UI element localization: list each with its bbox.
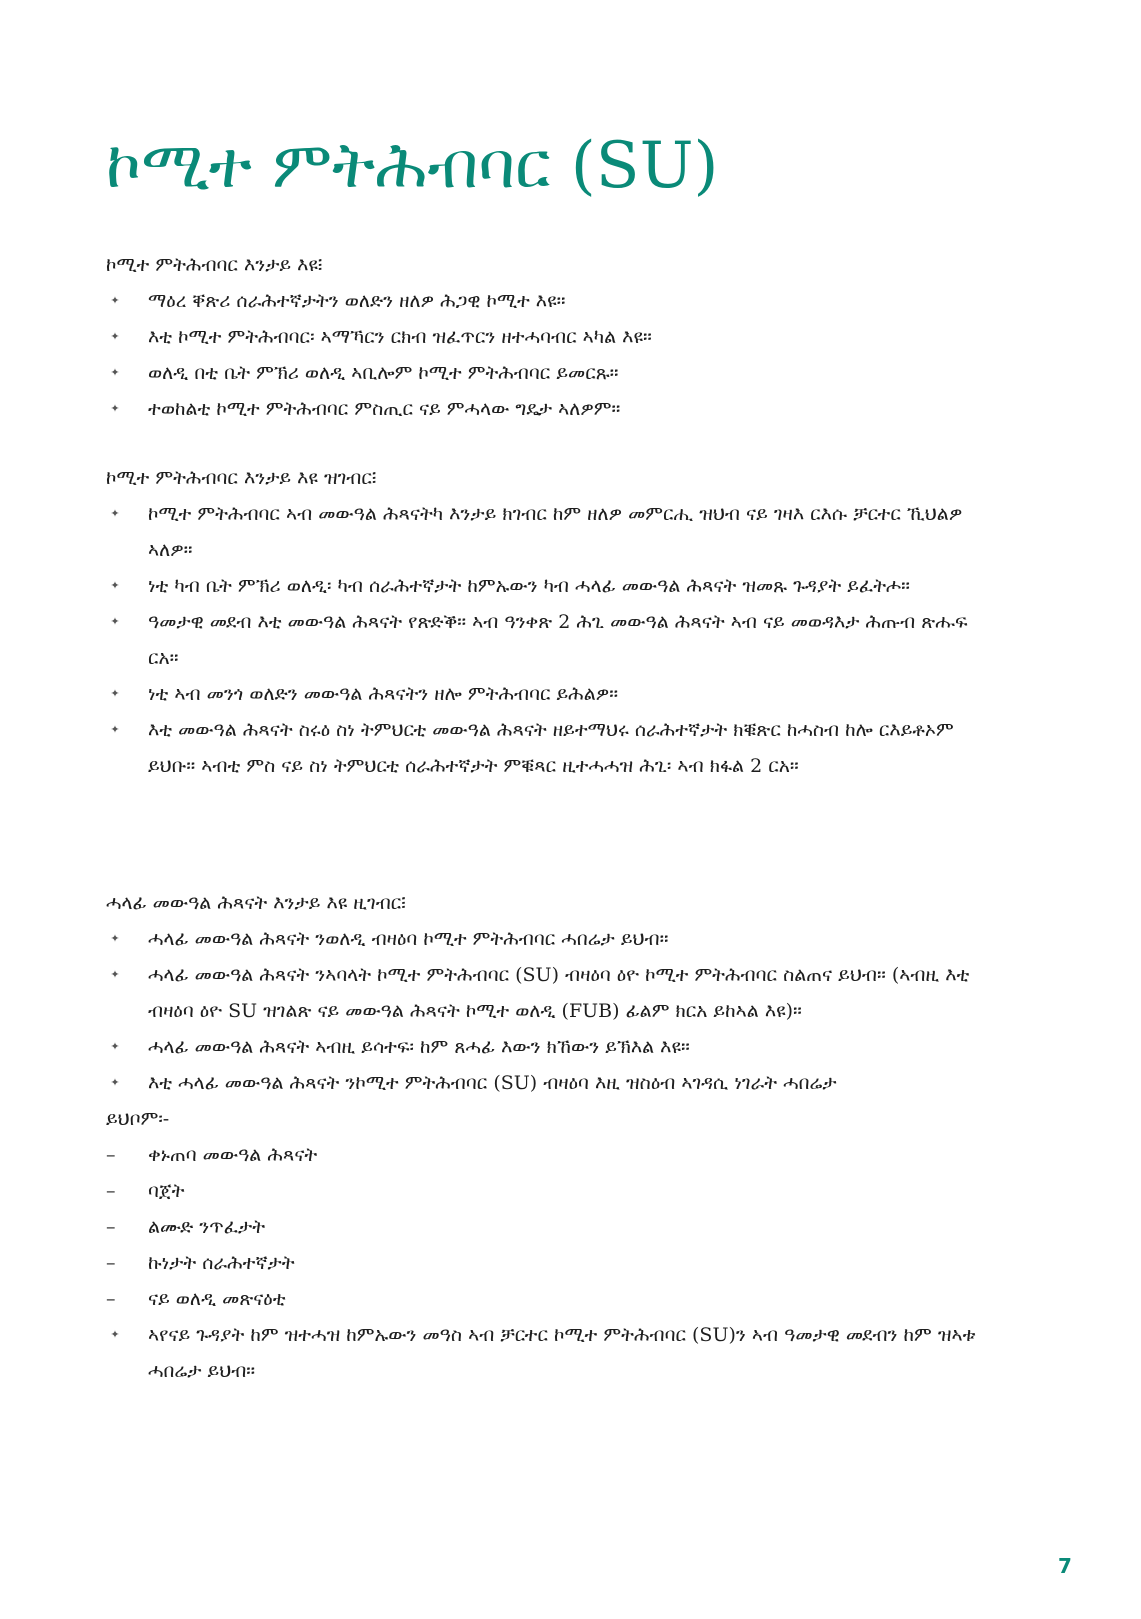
bullet-icon: ✦ [110, 402, 120, 415]
bullet-list [106, 283, 986, 427]
dash-list [106, 1137, 986, 1317]
list-item: ✦ ሓላፊ መውዓል ሕጻናት ኣብዚ ይሳተፍ፡ ከም ጸሓፊ እውን ክኸውን ይኽእል እዩ። [106, 1029, 986, 1065]
bullet-list [106, 921, 986, 1101]
section-what-does [106, 460, 986, 784]
dash-icon: – [106, 1180, 116, 1202]
bullet-icon: ✦ [110, 579, 120, 592]
list-item: ✦ ኮሚተ ምትሕብባር ኣብ መውዓል ሕጻናትካ እንታይ ክገብር ከም ዘለዎ መምርሒ ዝህብ ናይ ገዛእ ርእሱ ቻርተር ኺህልዎ ኣለዎ። [106, 496, 986, 568]
dash-item: – ቀኑጠባ መውዓል ሕጻናት [106, 1137, 986, 1173]
page-title: ኮሚተ ምትሕብባር (SU) [106, 129, 719, 203]
bullet-icon: ✦ [110, 687, 120, 700]
dash-icon: – [106, 1288, 116, 1310]
section-intro: ኮሚተ ምትሕብባር እንታይ እዩ፧ [106, 254, 323, 276]
list-item: ✦ ማዕረ ቐጽሪ ሰራሕተኛታትን ወለድን ዘለዎ ሕጋዊ ኮሚተ እዩ። [106, 283, 986, 319]
list-continuation: ይህቦም፡- [106, 1108, 170, 1130]
bullet-icon: ✦ [110, 366, 120, 379]
list-item: ✦ ነቲ ኣብ መንጎ ወለድን መውዓል ሕጻናትን ዘሎ ምትሕብባር ይሕልዎ። [106, 676, 986, 712]
dash-item: – ናይ ወለዲ መጽናዕቲ [106, 1281, 986, 1317]
list-item: ✦ እቲ ኮሚተ ምትሕብባር፡ ኣማኻርን ርክብ ዝፈጥርን ዘተሓባብር ኣካል እዩ። [106, 319, 986, 355]
bullet-icon: ✦ [110, 615, 120, 628]
list-item: ✦ እቲ መውዓል ሕጻናት ስሩዕ ስነ ትምህርቲ መውዓል ሕጻናት ዘይተማህሩ ሰራሕተኛታት ክቑጽር ከሓስብ ከሎ ርእይቶኦም ይህቡ። ኣብቲ ምስ ናይ ስነ ትምህርቲ ሰራሕተኛታት ምቑጻር ዚተሓሓዝ ሕጊ፡ ኣብ ክፋል 2 ርአ። [106, 712, 986, 784]
list-item: ✦ ነቲ ካብ ቤት ምኽሪ ወለዲ፡ ካብ ሰራሕተኛታት ከምኡውን ካብ ሓላፊ መውዓል ሕጻናት ዝመጹ ጉዳያት ይፈትሖ። [106, 568, 986, 604]
list-item: ✦ ሓላፊ መውዓል ሕጻናት ንኣባላት ኮሚተ ምትሕብባር (SU) ብዛዕባ ዕዮ ኮሚተ ምትሕብባር ስልጠና ይህብ። (ኣብዚ እቲ ብዛዕባ ዕዮ SU ዝገልጽ ናይ መውዓል ሕጻናት ኮሚተ ወለዲ (FUB) ፊልም ክርአ ይከኣል እዩ)። [106, 957, 986, 1029]
bullet-icon: ✦ [110, 507, 120, 520]
list-item: ✦ ወለዲ በቲ ቤት ምኽሪ ወለዲ ኣቢሎም ኮሚተ ምትሕብባር ይመርጹ። [106, 355, 986, 391]
dash-item: – ኩነታት ሰራሕተኛታት [106, 1245, 986, 1281]
bullet-icon: ✦ [110, 723, 120, 736]
page-number: 7 [1058, 1554, 1072, 1578]
dash-icon: – [106, 1216, 116, 1238]
list-item: ✦ ሓላፊ መውዓል ሕጻናት ንወለዲ ብዛዕባ ኮሚተ ምትሕብባር ሓበሬታ ይህብ። [106, 921, 986, 957]
section-what-is [106, 247, 986, 427]
bullet-icon: ✦ [110, 1328, 120, 1341]
dash-icon: – [106, 1144, 116, 1166]
dash-icon: – [106, 1252, 116, 1274]
bullet-icon: ✦ [110, 968, 120, 981]
list-item: ✦ ዓመታዊ መደብ እቲ መውዓል ሕጻናት የጽድቕ። ኣብ ዓንቀጽ 2 ሕጊ መውዓል ሕጻናት ኣብ ናይ መወዳእታ ሕጡብ ጽሑፍ ርአ። [106, 604, 986, 676]
list-item: ✦ ተወከልቲ ኮሚተ ምትሕብባር ምስጢር ናይ ምሓላው ግዴታ ኣለዎም። [106, 391, 986, 427]
list-item: ✦ እቲ ሓላፊ መውዓል ሕጻናት ንኮሚተ ምትሕብባር (SU) ብዛዕባ እዚ ዝስዕብ ኣገዳሲ ነገራት ሓበሬታ [106, 1065, 986, 1101]
dash-item: – ልሙድ ንጥፈታት [106, 1209, 986, 1245]
section-intro: ኮሚተ ምትሕብባር እንታይ እዩ ዝገብር፧ [106, 467, 377, 489]
bullet-list [106, 1317, 986, 1389]
bullet-icon: ✦ [110, 1040, 120, 1053]
section-manager [106, 885, 986, 1389]
bullet-icon: ✦ [110, 294, 120, 307]
bullet-icon: ✦ [110, 330, 120, 343]
list-item: ✦ ኣየናይ ጉዳያት ከም ዝተሓዝ ከምኡውን መዓስ ኣብ ቻርተር ኮሚተ ምትሕብባር (SU)ን ኣብ ዓመታዊ መደብን ከም ዝኣቱ ሓበሬታ ይህብ። [106, 1317, 986, 1389]
section-intro: ሓላፊ መውዓል ሕጻናት እንታይ እዩ ዚገብር፧ [106, 892, 406, 914]
dash-item: – ባጀት [106, 1173, 986, 1209]
bullet-icon: ✦ [110, 1076, 120, 1089]
bullet-list [106, 496, 986, 784]
bullet-icon: ✦ [110, 932, 120, 945]
